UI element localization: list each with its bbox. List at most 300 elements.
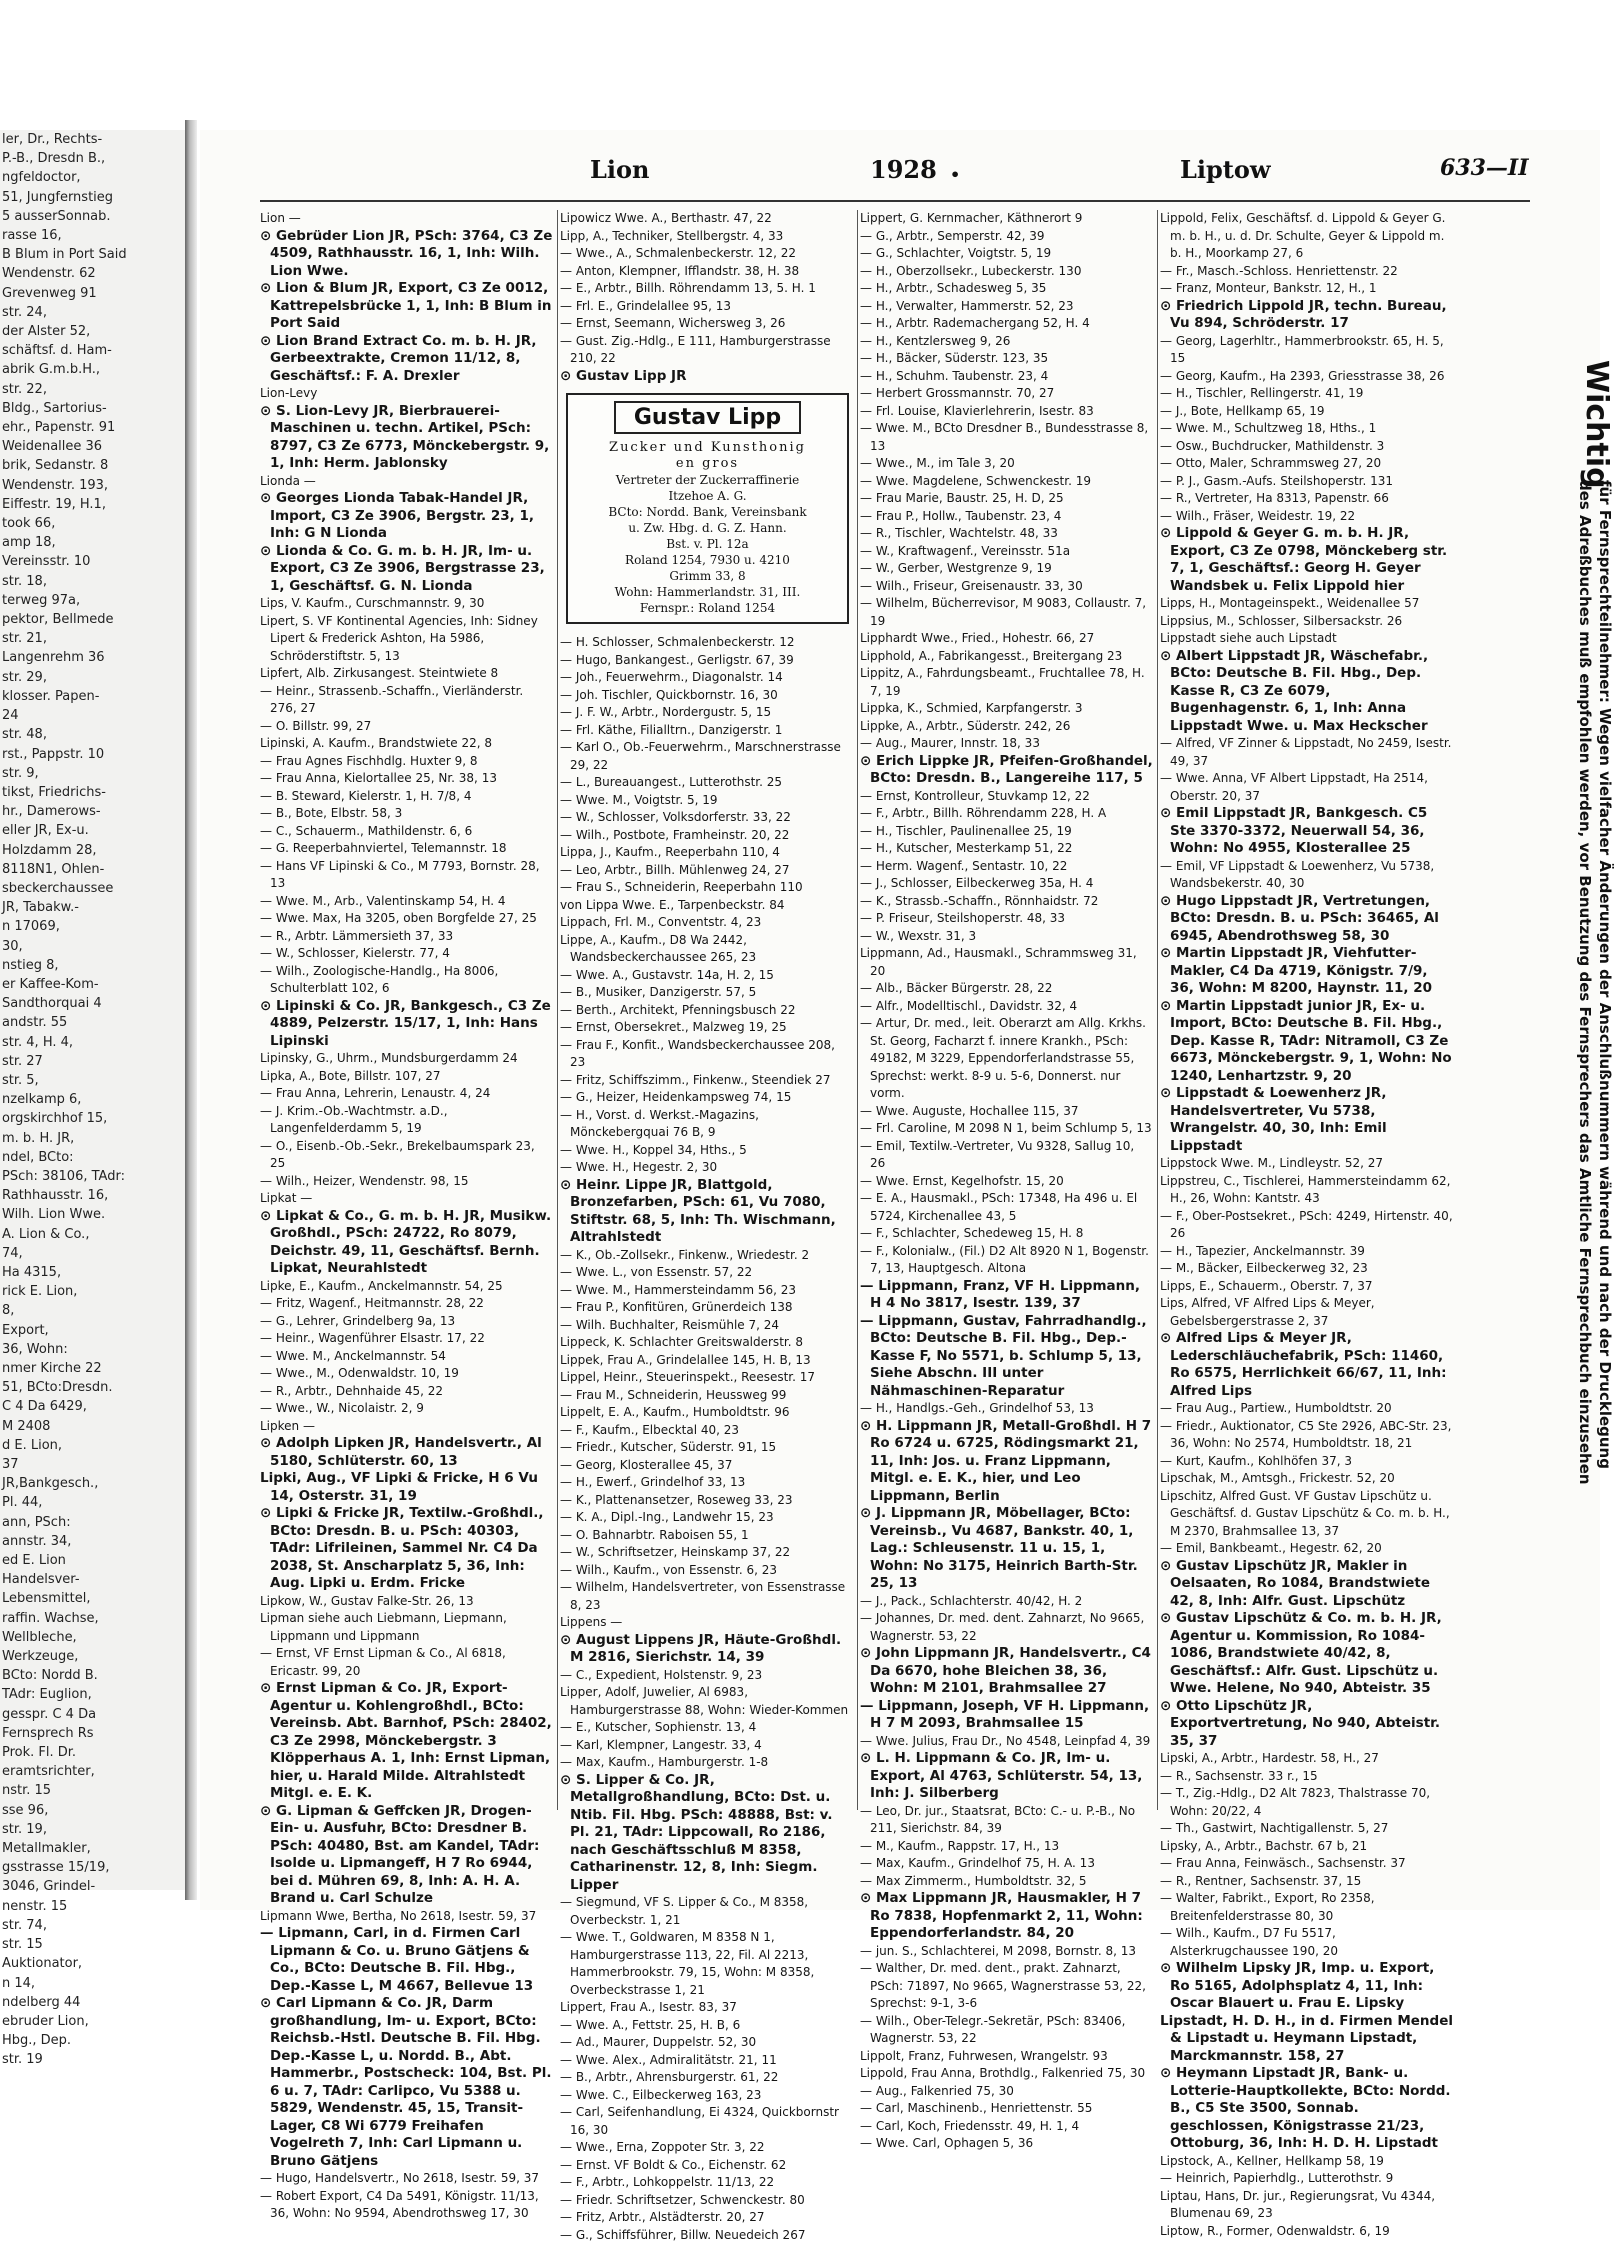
directory-entry: von Lippa Wwe. E., Tarpenbeckstr. 84 — [560, 897, 855, 915]
ad-line: Bst. v. Pl. 12a — [576, 536, 839, 552]
directory-entry: — J., Schlosser, Eilbeckerweg 35a, H. 4 — [860, 875, 1155, 893]
directory-entry: Lippert, Frau A., Isestr. 83, 37 — [560, 1999, 855, 2017]
header-first-entry: Lion — [590, 155, 649, 184]
page-header — [260, 155, 1530, 195]
header-last-entry: Liptow — [1180, 155, 1271, 184]
previous-page-line: str. 18, — [0, 572, 185, 591]
directory-entry: — H., Tapezier, Anckelmannstr. 39 — [1160, 1243, 1455, 1261]
directory-entry: — E., Arbtr., Billh. Röhrendamm 13, 5. H. 1 — [560, 280, 855, 298]
notice-line-2: des Adreßbuches muß empfohlen werden, vor Benutzung des Fernsprechers das Amtliche Fernsprechbuch einzusehen — [1576, 480, 1594, 1485]
directory-entry: Lipinsky, G., Uhrm., Mundsburgerdamm 24 — [260, 1050, 555, 1068]
directory-entry: — H., Bäcker, Süderstr. 123, 35 — [860, 350, 1155, 368]
previous-page-line: 8118N1, Ohlen- — [0, 860, 185, 879]
directory-entry: — F., Arbtr., Lohkoppelstr. 11/13, 22 — [560, 2174, 855, 2192]
previous-page-line: d E. Lion, — [0, 1436, 185, 1455]
directory-entry: — Max, Kaufm., Hamburgerstr. 1-8 — [560, 1754, 855, 1772]
directory-entry: — Wwe., Erna, Zoppoter Str. 3, 22 — [560, 2139, 855, 2157]
previous-page-line: Wendenstr. 193, — [0, 476, 185, 495]
directory-entry: ⊙ Friedrich Lippold JR, techn. Bureau, Vu 894, Schröderstr. 17 — [1160, 298, 1455, 333]
directory-entry: — Fr., Masch.-Schloss. Henriettenstr. 22 — [1160, 263, 1455, 281]
directory-entry: — Leo, Arbtr., Billh. Mühlenweg 24, 27 — [560, 862, 855, 880]
directory-entry: ⊙ Georges Lionda Tabak-Handel JR, Import, C3 Ze 3906, Bergstr. 23, 1, Inh: G N Lionda — [260, 490, 555, 543]
directory-entry: — W., Kraftwagenf., Vereinsstr. 51a — [860, 543, 1155, 561]
previous-page-line: A. Lion & Co., — [0, 1225, 185, 1244]
directory-entry: — Frau Anna, Feinwäsch., Sachsenstr. 37 — [1160, 1855, 1455, 1873]
previous-page-line: str. 19, — [0, 1820, 185, 1839]
directory-entry: — Walter, Fabrikt., Export, Ro 2358, Breitenfelderstrasse 80, 30 — [1160, 1890, 1455, 1925]
directory-entry: — C., Expedient, Holstenstr. 9, 23 — [560, 1667, 855, 1685]
directory-entry: — Otto, Maler, Schrammsweg 27, 20 — [1160, 455, 1455, 473]
directory-entry: ⊙ Gebrüder Lion JR, PSch: 3764, C3 Ze 4509, Rathhausstr. 16, 1, Inh: Wilh. Lion Wwe. — [260, 228, 555, 281]
previous-page-line: Fernsprech Rs — [0, 1724, 185, 1743]
directory-entry: — B., Arbtr., Ahrensburgerstr. 61, 22 — [560, 2069, 855, 2087]
previous-page-line: Eiffestr. 19, H.1, — [0, 495, 185, 514]
previous-page-line: PSch: 38106, TAdr: — [0, 1167, 185, 1186]
previous-page-line: Holzdamm 28, — [0, 841, 185, 860]
directory-entry: — Wilh., Fräser, Weidestr. 19, 22 — [1160, 508, 1455, 526]
directory-entry: — Georg, Kaufm., Ha 2393, Griesstrasse 38, 26 — [1160, 368, 1455, 386]
directory-entry: — R., Arbtr., Dehnhaide 45, 22 — [260, 1383, 555, 1401]
directory-entry: ⊙ Max Lippmann JR, Hausmakler, H 7 Ro 7838, Hopfenmarkt 2, 11, Wohn: Eppendorferlandstr. 84, 20 — [860, 1890, 1155, 1943]
previous-page-line: C 4 Da 6429, — [0, 1397, 185, 1416]
directory-entry: — Wwe. M., Arb., Valentinskamp 54, H. 4 — [260, 893, 555, 911]
previous-page-line: nenstr. 15 — [0, 1897, 185, 1916]
directory-entry: Lipert, S. VF Kontinental Agencies, Inh: Sidney Lipert & Frederick Ashton, Ha 5986, Schröderstiftstr. 5, 13 — [260, 613, 555, 666]
directory-entry: ⊙ H. Lippmann JR, Metall-Großhdl. H 7 Ro 6724 u. 6725, Rödingsmarkt 21, 11, Inh: Jos. u. Franz Lippmann, Mitgl. e. E. K., hier, und Leo Lippmann, Berlin — [860, 1418, 1155, 1506]
directory-entry: — Wwe. M., BCto Dresdner B., Bundesstrasse 8, 13 — [860, 420, 1155, 455]
ad-line: BCto: Nordd. Bank, Vereinsbank — [576, 504, 839, 520]
directory-entry: — W., Schlosser, Kielerstr. 77, 4 — [260, 945, 555, 963]
directory-entry: Lippstreu, C., Tischlerei, Hammersteindamm 62, H., 26, Wohn: Kantstr. 43 — [1160, 1173, 1455, 1208]
directory-entry: — Osw., Buchdrucker, Mathildenstr. 3 — [1160, 438, 1455, 456]
directory-entry: — Heinr., Wagenführer Elsastr. 17, 22 — [260, 1330, 555, 1348]
column-divider — [557, 210, 558, 1810]
directory-entry: — Robert Export, C4 Da 5491, Königstr. 11/13, 36, Wohn: No 9594, Abendrothsweg 17, 30 — [260, 2188, 555, 2223]
previous-page-line: schäftsf. d. Ham- — [0, 341, 185, 360]
previous-page-line: brik, Sedanstr. 8 — [0, 456, 185, 475]
previous-page-line: 30, — [0, 937, 185, 956]
directory-entry: — Frau F., Konfit., Wandsbeckerchaussee 208, 23 — [560, 1037, 855, 1072]
directory-entry: Liptow, R., Former, Odenwaldstr. 6, 19 — [1160, 2223, 1455, 2241]
directory-entry: — Frau S., Schneiderin, Reeperbahn 110 — [560, 879, 855, 897]
previous-page-line: nzelkamp 6, — [0, 1090, 185, 1109]
directory-entry: — H., Handlgs.-Geh., Grindelhof 53, 13 — [860, 1400, 1155, 1418]
previous-page-line: ndelberg 44 — [0, 1993, 185, 2012]
directory-entry: Lipphold, A., Fabrikangesst., Breitergang 23 — [860, 648, 1155, 666]
directory-entry: ⊙ August Lippens JR, Häute-Großhdl. M 2816, Sierichstr. 14, 39 — [560, 1632, 855, 1667]
previous-page-line: ehr., Papenstr. 91 — [0, 418, 185, 437]
directory-page — [200, 130, 1600, 1910]
previous-page-line: tikst, Friedrichs- — [0, 783, 185, 802]
column-2 — [560, 210, 855, 1810]
directory-entry: — Frau Marie, Baustr. 25, H. D, 25 — [860, 490, 1155, 508]
directory-entry: — Carl, Seifenhandlung, Ei 4324, Quickbornstr 16, 30 — [560, 2104, 855, 2139]
directory-entry: Lippold, Frau Anna, Brothdlg., Falkenried 75, 30 — [860, 2065, 1155, 2083]
previous-page-line: str. 29, — [0, 668, 185, 687]
directory-entry: — Berth., Architekt, Pfenningsbusch 22 — [560, 1002, 855, 1020]
directory-entry: Lipka, A., Bote, Billstr. 107, 27 — [260, 1068, 555, 1086]
previous-page-line: TAdr: Euglion, — [0, 1685, 185, 1704]
directory-entry: — Georg, Klosterallee 45, 37 — [560, 1457, 855, 1475]
directory-entry: — K. A., Dipl.-Ing., Landwehr 15, 23 — [560, 1509, 855, 1527]
previous-page-line: raffin. Wachse, — [0, 1609, 185, 1628]
directory-entry: — H., Arbtr. Rademachergang 52, H. 4 — [860, 315, 1155, 333]
directory-entry: Lipke, E., Kaufm., Anckelmannstr. 54, 25 — [260, 1278, 555, 1296]
directory-entry: — Aug., Maurer, Innstr. 18, 33 — [860, 735, 1155, 753]
directory-entry: — Fritz, Wagenf., Heitmannstr. 28, 22 — [260, 1295, 555, 1313]
previous-page-line: gsstrasse 15/19, — [0, 1858, 185, 1877]
directory-entry: — H., Tischler, Rellingerstr. 41, 19 — [1160, 385, 1455, 403]
directory-entry: — R., Arbtr. Lämmersieth 37, 33 — [260, 928, 555, 946]
directory-entry: — H., Verwalter, Hammerstr. 52, 23 — [860, 298, 1155, 316]
directory-entry: — Wwe. Max, Ha 3205, oben Borgfelde 27, 25 — [260, 910, 555, 928]
directory-entry: Lippens — — [560, 1614, 855, 1632]
directory-entry: — Georg, Lagerhltr., Hammerbrookstr. 65, H. 5, 15 — [1160, 333, 1455, 368]
previous-page-line: nstr. 15 — [0, 1781, 185, 1800]
previous-page-line: andstr. 55 — [0, 1013, 185, 1032]
previous-page-line: hr., Damerows- — [0, 802, 185, 821]
previous-page-line: Hbg., Dep. — [0, 2031, 185, 2050]
directory-entry: — Wilh., Kaufm., von Essenstr. 6, 23 — [560, 1562, 855, 1580]
directory-entry: Lippstock Wwe. M., Lindleystr. 52, 27 — [1160, 1155, 1455, 1173]
previous-page-line: P.-B., Dresdn B., — [0, 149, 185, 168]
directory-entry: — Siegmund, VF S. Lipper & Co., M 8358, Overbeckstr. 1, 21 — [560, 1894, 855, 1929]
directory-entry: — Wilh., Postbote, Framheinstr. 20, 22 — [560, 827, 855, 845]
directory-entry: — Hans VF Lipinski & Co., M 7793, Bornstr. 28, 13 — [260, 858, 555, 893]
directory-entry: ⊙ Carl Lipmann & Co. JR, Darm großhandlung, Im- u. Export, BCto: Reichsb.-Hstl. Deutsche B. Fil. Hbg. Dep.-Kasse L, u. Nordd. B., Abt. Hammerbr., Postscheck: 104, Bst. Pl. 6 u. 7, TAdr: Carlipco, Vu 5388 u. 5829, Wendenstr. 45, 15, Transit-Lager, C8 Wi 6779 Freihafen Vogelreth 7, Inh: Carl Lipmann u. Bruno Gätjens — [260, 1995, 555, 2170]
directory-entry: — W., Gerber, Westgrenze 9, 19 — [860, 560, 1155, 578]
previous-page-line: 3046, Grindel- — [0, 1877, 185, 1896]
directory-entry: — Wwe. Magdelene, Schwenckestr. 19 — [860, 473, 1155, 491]
directory-entry: — O. Bahnarbtr. Raboisen 55, 1 — [560, 1527, 855, 1545]
directory-entry: — B. Steward, Kielerstr. 1, H. 7/8, 4 — [260, 788, 555, 806]
directory-entry: — Artur, Dr. med., leit. Oberarzt am Allg. Krkhs. St. Georg, Facharzt f. innere Krankh., PSch: 49182, M 3229, Eppendorferlandstrasse 55, Sprechst: werkt. 8-9 u. 5-6, Donnerst. nur vorm. — [860, 1015, 1155, 1103]
directory-entry: ⊙ Ernst Lipman & Co. JR, Export-Agentur u. Kohlengroßhdl., BCto: Vereinsb. Abt. Barnhof, PSch: 28402, C3 Ze 2998, Mönckebergstr. 3 Klöpperhaus A. 1, Inh: Ernst Lipman, hier, u. Harald Milde. Altrahlstedt Mitgl. e. E. K. — [260, 1680, 555, 1803]
directory-entry: Lipphardt Wwe., Fried., Hohestr. 66, 27 — [860, 630, 1155, 648]
previous-page-line: JR, Tabakw.- — [0, 898, 185, 917]
directory-entry: — G., Heizer, Heidenkampsweg 74, 15 — [560, 1089, 855, 1107]
directory-entry: — J. Krim.-Ob.-Wachtmstr. a.D., Langenfelderdamm 5, 19 — [260, 1103, 555, 1138]
previous-page-line: B Blum in Port Said — [0, 245, 185, 264]
previous-page-line: ndel, BCto: — [0, 1148, 185, 1167]
ad-line: Wohn: Hammerlandstr. 31, III. — [576, 584, 839, 600]
previous-page-line: nstieg 8, — [0, 956, 185, 975]
directory-entry: ⊙ Lipinski & Co. JR, Bankgesch., C3 Ze 4889, Pelzerstr. 15/17, 1, Inh: Hans Lipinski — [260, 998, 555, 1051]
directory-entry: — P. J., Gasm.-Aufs. Steilshoperstr. 131 — [1160, 473, 1455, 491]
directory-entry: — Wilhelm, Handelsvertreter, von Essenstrasse 8, 23 — [560, 1579, 855, 1614]
directory-entry: Lipken — — [260, 1418, 555, 1436]
directory-entry: Lippstadt siehe auch Lipstadt — [1160, 630, 1455, 648]
previous-page-line: ngfeldoctor, — [0, 168, 185, 187]
directory-entry: Lippolt, Franz, Fuhrwesen, Wrangelstr. 93 — [860, 2048, 1155, 2066]
directory-entry: — Frau Aug., Partiew., Humboldtstr. 20 — [1160, 1400, 1455, 1418]
column-divider — [1157, 210, 1158, 1810]
previous-page-line: Werkzeuge, — [0, 1647, 185, 1666]
previous-page-line: gesspr. C 4 Da — [0, 1705, 185, 1724]
directory-entry: ⊙ Albert Lippstadt JR, Wäschefabr., BCto: Deutsche B. Fil. Hbg., Dep. Kasse R, C3 Ze 6079, Bugenhagenstr. 6, 1, Inh: Anna Lippstadt Wwe. u. Max Heckscher — [1160, 648, 1455, 736]
directory-entry: Liptau, Hans, Dr. jur., Regierungsrat, Vu 4344, Blumenau 69, 23 — [1160, 2188, 1455, 2223]
directory-entry: ⊙ L. H. Lippmann & Co. JR, Im- u. Export, Al 4763, Schlüterstr. 54, 13, Inh: J. Silberberg — [860, 1750, 1155, 1803]
directory-entry: — Alfred, VF Zinner & Lippstadt, No 2459, Isestr. 49, 37 — [1160, 735, 1455, 770]
directory-entry: Lipkow, W., Gustav Falke-Str. 26, 13 — [260, 1593, 555, 1611]
previous-page-line: nmer Kirche 22 — [0, 1359, 185, 1378]
directory-entry: Lipstadt, H. D. H., in d. Firmen Mendel & Lipstadt u. Heymann Lipstadt, Marckmannstr. 158, 27 — [1160, 2013, 1455, 2066]
directory-entry: — Frau Agnes Fischhdlg. Huxter 9, 8 — [260, 753, 555, 771]
previous-page-line: er Kaffee-Kom- — [0, 975, 185, 994]
directory-entry: Lipper, Adolf, Juwelier, Al 6983, Hamburgerstrasse 88, Wohn: Wieder-Kommen — [560, 1684, 855, 1719]
previous-page-line: annstr. 34, — [0, 1532, 185, 1551]
directory-entry: — Ernst, Obersekret., Malzweg 19, 25 — [560, 1019, 855, 1037]
previous-page-line: ebruder Lion, — [0, 2012, 185, 2031]
previous-page-line: Wilh. Lion Wwe. — [0, 1205, 185, 1224]
directory-entry: — Wilhelm, Bücherrevisor, M 9083, Collaustr. 7, 19 — [860, 595, 1155, 630]
ad-line: u. Zw. Hbg. d. G. Z. Hann. — [576, 520, 839, 536]
previous-page-line: Weidenallee 36 — [0, 437, 185, 456]
directory-entry: ⊙ Lipki & Fricke JR, Textilw.-Großhdl., BCto: Dresdn. B. u. PSch: 40303, TAdr: Lifrileinen, Sammel Nr. C4 Da 2038, St. Anscharplatz 5, 36, Inh: Aug. Lipki u. Erdm. Fricke — [260, 1505, 555, 1593]
directory-entry: — Anton, Klempner, Ifflandstr. 38, H. 38 — [560, 263, 855, 281]
directory-entry: — Walther, Dr. med. dent., prakt. Zahnarzt, PSch: 71897, No 9665, Wagnerstrasse 53, 22, Sprechst: 9-1, 3-6 — [860, 1960, 1155, 2013]
previous-page-line: amp 18, — [0, 533, 185, 552]
previous-page-line: Grevenweg 91 — [0, 284, 185, 303]
column-4 — [1160, 210, 1455, 1810]
directory-entry: — Ernst. VF Boldt & Co., Eichenstr. 62 — [560, 2157, 855, 2175]
directory-entry: Lippeck, K. Schlachter Greitswalderstr. 8 — [560, 1334, 855, 1352]
previous-page-line: str. 9, — [0, 764, 185, 783]
ad-line: en gros — [576, 456, 839, 472]
directory-entry: — Ernst, VF Ernst Lipman & Co., Al 6818, Ericastr. 99, 20 — [260, 1645, 555, 1680]
directory-entry: ⊙ Gustav Lipschütz & Co. m. b. H. JR, Agentur u. Kommission, Ro 1084-1086, Brandstwiete 40/42, 8, Geschäftsf.: Alfr. Gust. Lipschütz u. Wwe. Helene, No 940, Abteistr. 35 — [1160, 1610, 1455, 1698]
directory-entry: — Wilh., Heizer, Wendenstr. 98, 15 — [260, 1173, 555, 1191]
directory-entry: — Wilh. Buchhalter, Reismühle 7, 24 — [560, 1317, 855, 1335]
directory-entry: — T., Zig.-Hdlg., D2 Alt 7823, Thalstrasse 70, Wohn: 20/22, 4 — [1160, 1785, 1455, 1820]
directory-entry: — Lipmann, Carl, in d. Firmen Carl Lipmann & Co. u. Bruno Gätjens & Co., BCto: Deutsche B. Fil. Hbg., Dep.-Kasse L, M 4667, Bellevue 13 — [260, 1925, 555, 1995]
directory-entry: — Carl, Koch, Friedensstr. 49, H. 1, 4 — [860, 2118, 1155, 2136]
directory-entry: — Wilh., Kaufm., D7 Fu 5517, Alsterkrugchaussee 190, 20 — [1160, 1925, 1455, 1960]
directory-entry: — E. A., Hausmakl., PSch: 17348, Ha 496 u. El 5724, Kirchenallee 43, 5 — [860, 1190, 1155, 1225]
previous-page-line: 74, — [0, 1244, 185, 1263]
directory-entry: ⊙ Adolph Lipken JR, Handelsvertr., Al 5180, Schlüterstr. 60, 13 — [260, 1435, 555, 1470]
previous-page-line: 8, — [0, 1301, 185, 1320]
directory-entry: — R., Sachsenstr. 33 r., 15 — [1160, 1768, 1455, 1786]
previous-page-line: eller JR, Ex-u. — [0, 821, 185, 840]
directory-entry: — Wwe. M., Hammersteindamm 56, 23 — [560, 1282, 855, 1300]
directory-entry: — Joh., Feuerwehrm., Diagonalstr. 14 — [560, 669, 855, 687]
directory-entry: — Lippmann, Franz, VF H. Lippmann, H 4 No 3817, Isestr. 139, 37 — [860, 1278, 1155, 1313]
previous-page-line: Lebensmittel, — [0, 1589, 185, 1608]
ad-line: Vertreter der Zuckerraffinerie — [576, 472, 839, 488]
directory-entry: Lipps, E., Schauerm., Oberstr. 7, 37 — [1160, 1278, 1455, 1296]
directory-entry: Lipinski, A. Kaufm., Brandstwiete 22, 8 — [260, 735, 555, 753]
directory-entry: — jun. S., Schlachterei, M 2098, Bornstr. 8, 13 — [860, 1943, 1155, 1961]
previous-page-line: str. 5, — [0, 1071, 185, 1090]
directory-entry: ⊙ Erich Lippke JR, Pfeifen-Großhandel, BCto: Dresdn. B., Langereihe 117, 5 — [860, 753, 1155, 788]
directory-entry: — Wwe. Julius, Frau Dr., No 4548, Leinpfad 4, 39 — [860, 1733, 1155, 1751]
previous-page-line: Sandthorquai 4 — [0, 994, 185, 1013]
directory-entry: Lipki, Aug., VF Lipki & Fricke, H 6 Vu 14, Osterstr. 31, 19 — [260, 1470, 555, 1505]
directory-entry: — Emil, Bankbeamt., Hegestr. 62, 20 — [1160, 1540, 1455, 1558]
ad-title: Gustav Lipp — [614, 401, 801, 434]
notice-line-1: für Fernsprechteilnehmer: Wegen vielfacher Änderungen der Anschlußnummern während und nach der Drucklegung — [1596, 480, 1614, 1469]
directory-entry: — H., Ewerf., Grindelhof 33, 13 — [560, 1474, 855, 1492]
directory-entry: — Wilh., Zoologische-Handlg., Ha 8006, Schulterblatt 102, 6 — [260, 963, 555, 998]
directory-entry: — F., Kaufm., Elbecktal 40, 23 — [560, 1422, 855, 1440]
directory-entry: — Aug., Falkenried 75, 30 — [860, 2083, 1155, 2101]
directory-entry: ⊙ Gustav Lipp JR — [560, 368, 855, 386]
directory-entry: — Max, Kaufm., Grindelhof 75, H. A. 13 — [860, 1855, 1155, 1873]
directory-entry: — G., Arbtr., Semperstr. 42, 39 — [860, 228, 1155, 246]
directory-entry: — L., Bureauangest., Lutterothstr. 25 — [560, 774, 855, 792]
directory-entry: — B., Musiker, Danzigerstr. 57, 5 — [560, 984, 855, 1002]
directory-entry: Lippert, G. Kernmacher, Käthnerort 9 — [860, 210, 1155, 228]
directory-entry: — G., Schlachter, Voigtstr. 5, 19 — [860, 245, 1155, 263]
previous-page-line: terweg 97a, — [0, 591, 185, 610]
previous-page-line: Langenrehm 36 — [0, 648, 185, 667]
directory-entry: — Wwe., A., Schmalenbeckerstr. 12, 22 — [560, 245, 855, 263]
directory-entry: — Frl. Caroline, M 2098 N 1, beim Schlump 5, 13 — [860, 1120, 1155, 1138]
directory-entry: — Frau P., Konfitüren, Grünerdeich 138 — [560, 1299, 855, 1317]
previous-page-line: Bldg., Sartorius- — [0, 399, 185, 418]
directory-entry: — M., Kaufm., Rappstr. 17, H., 13 — [860, 1838, 1155, 1856]
directory-entry: Lippek, Frau A., Grindelallee 145, H. B, 13 — [560, 1352, 855, 1370]
directory-entry: — H., Arbtr., Schadesweg 5, 35 — [860, 280, 1155, 298]
directory-entry: — Frl. E., Grindelallee 95, 13 — [560, 298, 855, 316]
page-number: 633—II — [1440, 155, 1529, 181]
previous-page-line: 36, Wohn: — [0, 1340, 185, 1359]
gustav-lipp-advertisement — [566, 393, 849, 624]
previous-page-line: Auktionator, — [0, 1954, 185, 1973]
previous-page-line: str. 24, — [0, 303, 185, 322]
previous-page-line: str. 27 — [0, 1052, 185, 1071]
previous-page-line: str. 22, — [0, 380, 185, 399]
notice-headline: Wichtig — [1579, 360, 1614, 489]
previous-page-line: Ha 4315, — [0, 1263, 185, 1282]
directory-entry: Lippel, Heinr., Steuerinspekt., Reesestr. 17 — [560, 1369, 855, 1387]
directory-entry: — Wwe. M., Schultzweg 18, Hths., 1 — [1160, 420, 1455, 438]
directory-entry: ⊙ Heymann Lipstadt JR, Bank- u. Lotterie-Hauptkollekte, BCto: Nordd. B., C5 Ste 3500, Sonnab. geschlossen, Königstrasse 21/23, Ottoburg, 36, Inh: H. D. H. Lipstadt — [1160, 2065, 1455, 2153]
directory-entry: ⊙ S. Lion-Levy JR, Bierbrauerei-Maschinen u. techn. Artikel, PSch: 8797, C3 Ze 6773, Mönckebergstr. 9, 1, Inh: Herm. Jablonsky — [260, 403, 555, 473]
previous-page-line: sbeckerchaussee — [0, 879, 185, 898]
previous-page-line: ed E. Lion — [0, 1551, 185, 1570]
directory-entry: — W., Wexstr. 31, 3 — [860, 928, 1155, 946]
directory-entry: Lippke, A., Arbtr., Süderstr. 242, 26 — [860, 718, 1155, 736]
directory-entry: — Karl, Klempner, Langestr. 33, 4 — [560, 1737, 855, 1755]
directory-entry: — W., Schriftsetzer, Heinskamp 37, 22 — [560, 1544, 855, 1562]
directory-entry: — Gust. Zig.-Hdlg., E 111, Hamburgerstrasse 210, 22 — [560, 333, 855, 368]
previous-page-line: Vereinsstr. 10 — [0, 552, 185, 571]
directory-entry: — Alfr., Modelltischl., Davidstr. 32, 4 — [860, 998, 1155, 1016]
directory-entry: — Wwe. Alex., Admiralitätstr. 21, 11 — [560, 2052, 855, 2070]
book-gutter — [185, 120, 197, 1900]
directory-entry: — F., Arbtr., Billh. Röhrendamm 228, H. A — [860, 805, 1155, 823]
ad-line: Grimm 33, 8 — [576, 568, 839, 584]
directory-entry: — O., Eisenb.-Ob.-Sekr., Brekelbaumspark 23, 25 — [260, 1138, 555, 1173]
directory-entry: Lipschak, M., Amtsgh., Frickestr. 52, 20 — [1160, 1470, 1455, 1488]
directory-entry: Lipowicz Wwe. A., Berthastr. 47, 22 — [560, 210, 855, 228]
directory-entry: Lippelt, E. A., Kaufm., Humboldtstr. 96 — [560, 1404, 855, 1422]
previous-page-line: ler, Dr., Rechts- — [0, 130, 185, 149]
directory-entry: — Wwe. H., Hegestr. 2, 30 — [560, 1159, 855, 1177]
directory-entry: — Emil, Textilw.-Vertreter, Vu 9328, Sallug 10, 26 — [860, 1138, 1155, 1173]
directory-entry: — Wwe. M., Voigtstr. 5, 19 — [560, 792, 855, 810]
directory-entry: — Wwe. Anna, VF Albert Lippstadt, Ha 2514, Oberstr. 20, 37 — [1160, 770, 1455, 805]
directory-entry: — W., Schlosser, Volksdorferstr. 33, 22 — [560, 809, 855, 827]
previous-page-line: orgskirchhof 15, — [0, 1109, 185, 1128]
directory-entry: — P. Friseur, Steilshoperstr. 48, 33 — [860, 910, 1155, 928]
previous-page-line: str. 21, — [0, 629, 185, 648]
previous-page-line: ann, PSch: — [0, 1513, 185, 1532]
directory-entry: — Hugo, Bankangest., Gerligstr. 67, 39 — [560, 652, 855, 670]
directory-entry: Lips, Alfred, VF Alfred Lips & Meyer, Gebelsbergerstrasse 2, 37 — [1160, 1295, 1455, 1330]
directory-entry: — Johannes, Dr. med. dent. Zahnarzt, No 9665, Wagnerstr. 53, 22 — [860, 1610, 1155, 1645]
previous-page-line: 51, Jungfernstieg — [0, 188, 185, 207]
directory-entry: ⊙ Martin Lippstadt JR, Viehfutter-Makler, C4 Da 4719, Königstr. 7/9, 36, Wohn: M 8200, Haynstr. 11, 20 — [1160, 945, 1455, 998]
previous-page-line: 5 ausserSonnab. — [0, 207, 185, 226]
directory-entry: Lionda — — [260, 473, 555, 491]
previous-page-line: klosser. Papen- — [0, 687, 185, 706]
directory-entry: ⊙ Lipkat & Co., G. m. b. H. JR, Musikw. Großhdl., PSch: 24722, Ro 8079, Deichstr. 49, 11, Geschäftsf. Bernh. Lipkat, Neurahlstedt — [260, 1208, 555, 1278]
directory-entry: — B., Bote, Elbstr. 58, 3 — [260, 805, 555, 823]
directory-entry: Lippa, J., Kaufm., Reeperbahn 110, 4 — [560, 844, 855, 862]
previous-page-line: Export, — [0, 1321, 185, 1340]
directory-entry: — Heinr., Strassenb.-Schaffn., Vierländerstr. 276, 27 — [260, 683, 555, 718]
directory-entry: — Wwe. A., Fettstr. 25, H. B, 6 — [560, 2017, 855, 2035]
directory-entry: — R., Vertreter, Ha 8313, Papenstr. 66 — [1160, 490, 1455, 508]
directory-entry: — Frau P., Hollw., Taubenstr. 23, 4 — [860, 508, 1155, 526]
ad-line: Zucker und Kunsthonig — [576, 440, 839, 456]
directory-entry: ⊙ Lionda & Co. G. m. b. H. JR, Im- u. Export, C3 Ze 3906, Bergstrasse 23, 1, Geschäftsf. G. N. Lionda — [260, 543, 555, 596]
directory-entry: Lion-Levy — [260, 385, 555, 403]
directory-entry: — Wwe., W., Nicolaistr. 2, 9 — [260, 1400, 555, 1418]
directory-entry: — Ernst, Kontrolleur, Stuvkamp 12, 22 — [860, 788, 1155, 806]
previous-page-line: rst., Pappstr. 10 — [0, 745, 185, 764]
directory-entry: — Hugo, Handelsvertr., No 2618, Isestr. 59, 37 — [260, 2170, 555, 2188]
directory-entry: Lippach, Frl. M., Conventstr. 4, 23 — [560, 914, 855, 932]
directory-entry: — Frl. Käthe, Filialltrn., Danzigerstr. 1 — [560, 722, 855, 740]
directory-entry: ⊙ Alfred Lips & Meyer JR, Lederschläuchefabrik, PSch: 11460, Ro 6575, Herrlichkeit 66/67, 11, Inh: Alfred Lips — [1160, 1330, 1455, 1400]
directory-entry: — H., Kutscher, Mesterkamp 51, 22 — [860, 840, 1155, 858]
directory-entry: — J., Pack., Schlachterstr. 40/42, H. 2 — [860, 1593, 1155, 1611]
directory-entry: Lipfert, Alb. Zirkusangest. Steintwiete 8 — [260, 665, 555, 683]
previous-page-line: 37 — [0, 1455, 185, 1474]
previous-page-line: Wendenstr. 62 — [0, 264, 185, 283]
directory-entry: — K., Strassb.-Schaffn., Rönnhaidstr. 72 — [860, 893, 1155, 911]
directory-entry: — Wwe. L., von Essenstr. 57, 22 — [560, 1264, 855, 1282]
directory-entry: — H., Vorst. d. Werkst.-Magazins, Mönckebergquai 76 B, 9 — [560, 1107, 855, 1142]
directory-entry: — Herm. Wagenf., Sentastr. 10, 22 — [860, 858, 1155, 876]
directory-entry: ⊙ G. Lipman & Geffcken JR, Drogen-Ein- u. Ausfuhr, BCto: Dresdner B. PSch: 40480, Bst. am Kandel, TAdr: Isolde u. Lipmangeff, H 7 Ro 6944, bei d. Mühren 69, 8, Inh: A. H. A. Brand u. Carl Schulze — [260, 1803, 555, 1908]
previous-page-line: M 2408 — [0, 1417, 185, 1436]
directory-entry: — H., Tischler, Paulinenallee 25, 19 — [860, 823, 1155, 841]
directory-entry: — Herbert Grossmannstr. 70, 27 — [860, 385, 1155, 403]
directory-entry: ⊙ Gustav Lipschütz JR, Makler in Oelsaaten, Ro 1084, Brandstwiete 42, 8, Inh: Alfr. Gust. Lipschütz — [1160, 1558, 1455, 1611]
directory-entry: — H., Oberzollsekr., Lubeckerstr. 130 — [860, 263, 1155, 281]
previous-page-line: BCto: Nordd B. — [0, 1666, 185, 1685]
directory-entry: Lipsky, A., Arbtr., Bachstr. 67 b, 21 — [1160, 1838, 1455, 1856]
previous-page-line: str. 74, — [0, 1916, 185, 1935]
directory-entry: — R., Tischler, Wachtelstr. 48, 33 — [860, 525, 1155, 543]
previous-page-line: sse 96, — [0, 1801, 185, 1820]
previous-page-line: took 66, — [0, 514, 185, 533]
directory-entry: — F., Schlachter, Schedeweg 15, H. 8 — [860, 1225, 1155, 1243]
directory-entry: — C., Schauerm., Mathildenstr. 6, 6 — [260, 823, 555, 841]
previous-page-line: der Alster 52, — [0, 322, 185, 341]
directory-entry: Lippmann, Ad., Hausmakl., Schrammsweg 31, 20 — [860, 945, 1155, 980]
directory-entry: Lion — — [260, 210, 555, 228]
directory-entry: — Frau Anna, Kielortallee 25, Nr. 38, 13 — [260, 770, 555, 788]
directory-entry: ⊙ Lion & Blum JR, Export, C3 Ze 0012, Kattrepelsbrücke 1, 1, Inh: B Blum in Port Said — [260, 280, 555, 333]
directory-entry: Lipps, H., Montageinspekt., Weidenallee 57 — [1160, 595, 1455, 613]
directory-entry: — Frau Anna, Lehrerin, Lenaustr. 4, 24 — [260, 1085, 555, 1103]
